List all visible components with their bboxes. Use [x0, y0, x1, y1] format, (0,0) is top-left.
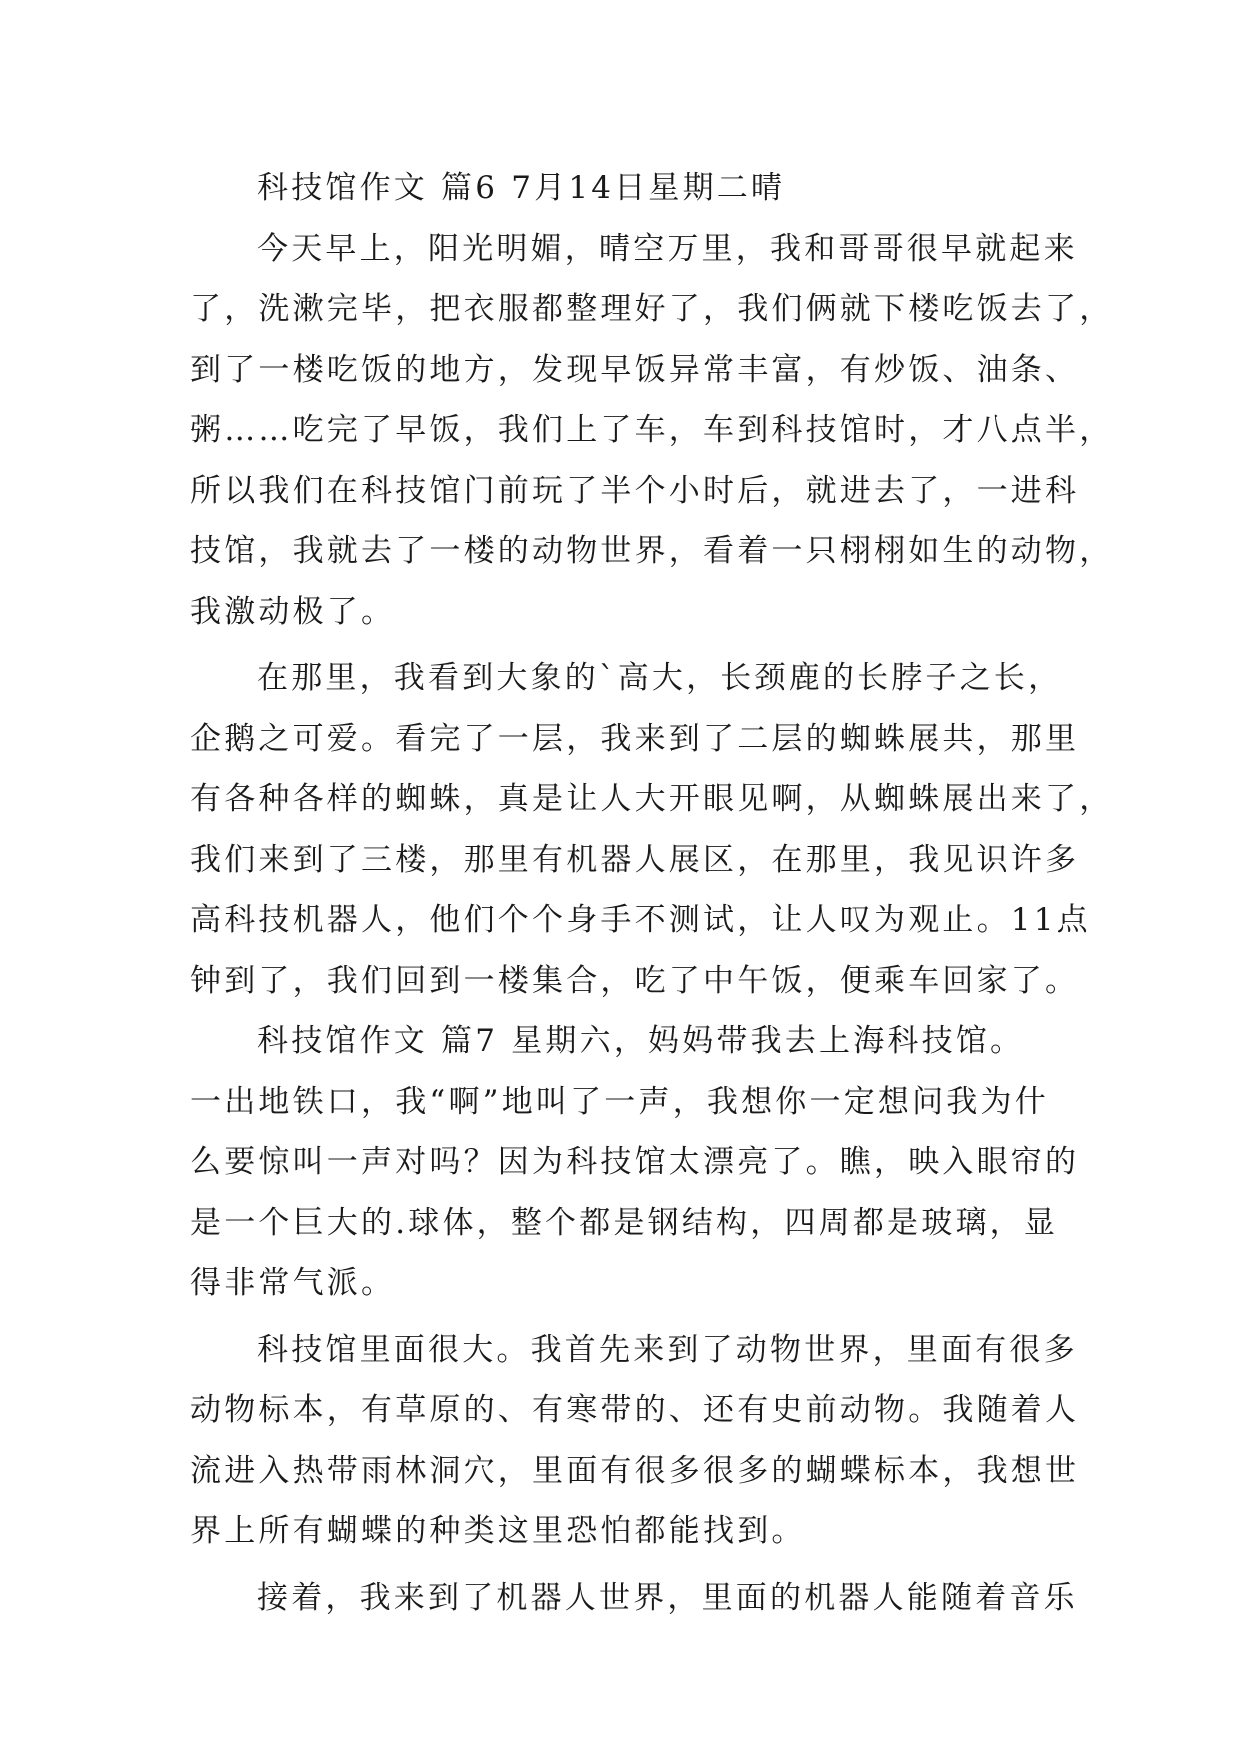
text-line: 到了一楼吃饭的地方，发现早饭异常丰富，有炒饭、油条、: [190, 351, 1080, 388]
text-line: 技馆，我就去了一楼的动物世界，看着一只栩栩如生的动物，: [190, 533, 1114, 569]
text-line: 界上所有蝴蝶的种类这里恐怕都能找到。: [190, 1513, 806, 1549]
text-line: 科技馆作文 篇7 星期六，妈妈带我去上海科技馆。: [257, 1023, 1025, 1059]
text-line: 我激动极了。: [190, 593, 396, 630]
text-line: 么要惊叫一声对吗？因为科技馆太漂亮了。瞧，映入眼帘的: [190, 1144, 1080, 1180]
text-line: 企鹅之可爱。看完了一层，我来到了二层的蜘蛛展共，那里: [190, 720, 1080, 757]
text-line: 接着，我来到了机器人世界，里面的机器人能随着音乐: [257, 1579, 1078, 1616]
text-line: 动物标本，有草原的、有寒带的、还有史前动物。我随着人: [190, 1392, 1080, 1428]
text-line: 钟到了，我们回到一楼集合，吃了中午饭，便乘车回家了。: [190, 962, 1080, 999]
text-line: 是一个巨大的.球体，整个都是钢结构，四周都是玻璃，显: [190, 1204, 1059, 1241]
text-line: 了，洗漱完毕，把衣服都整理好了，我们俩就下楼吃饭去了，: [190, 291, 1114, 327]
text-line: 科技馆里面很大。我首先来到了动物世界，里面有很多: [257, 1331, 1078, 1368]
text-line: 高科技机器人，他们个个身手不测试，让人叹为观止。11点: [190, 902, 1091, 938]
text-line: 我们来到了三楼，那里有机器人展区，在那里，我见识许多: [190, 841, 1080, 878]
text-line: 粥……吃完了早饭，我们上了车，车到科技馆时，才八点半，: [190, 412, 1114, 448]
text-line: 流进入热带雨林洞穴，里面有很多很多的蝴蝶标本，我想世: [190, 1452, 1080, 1489]
text-line: 科技馆作文 篇6 7月14日星期二晴: [257, 170, 786, 206]
text-line: 有各种各样的蜘蛛，真是让人大开眼见啊，从蜘蛛展出来了，: [190, 781, 1114, 817]
text-line: 一出地铁口，我“啊”地叫了一声，我想你一定想问我为什: [190, 1083, 1049, 1120]
text-line: 所以我们在科技馆门前玩了半个小时后，就进去了，一进科: [190, 472, 1080, 509]
text-line: 今天早上，阳光明媚，晴空万里，我和哥哥很早就起来: [257, 230, 1078, 267]
text-line: 在那里，我看到大象的`高大，长颈鹿的长脖子之长，: [257, 660, 1063, 696]
text-line: 得非常气派。: [190, 1265, 396, 1301]
document-body: [190, 158, 1114, 1628]
